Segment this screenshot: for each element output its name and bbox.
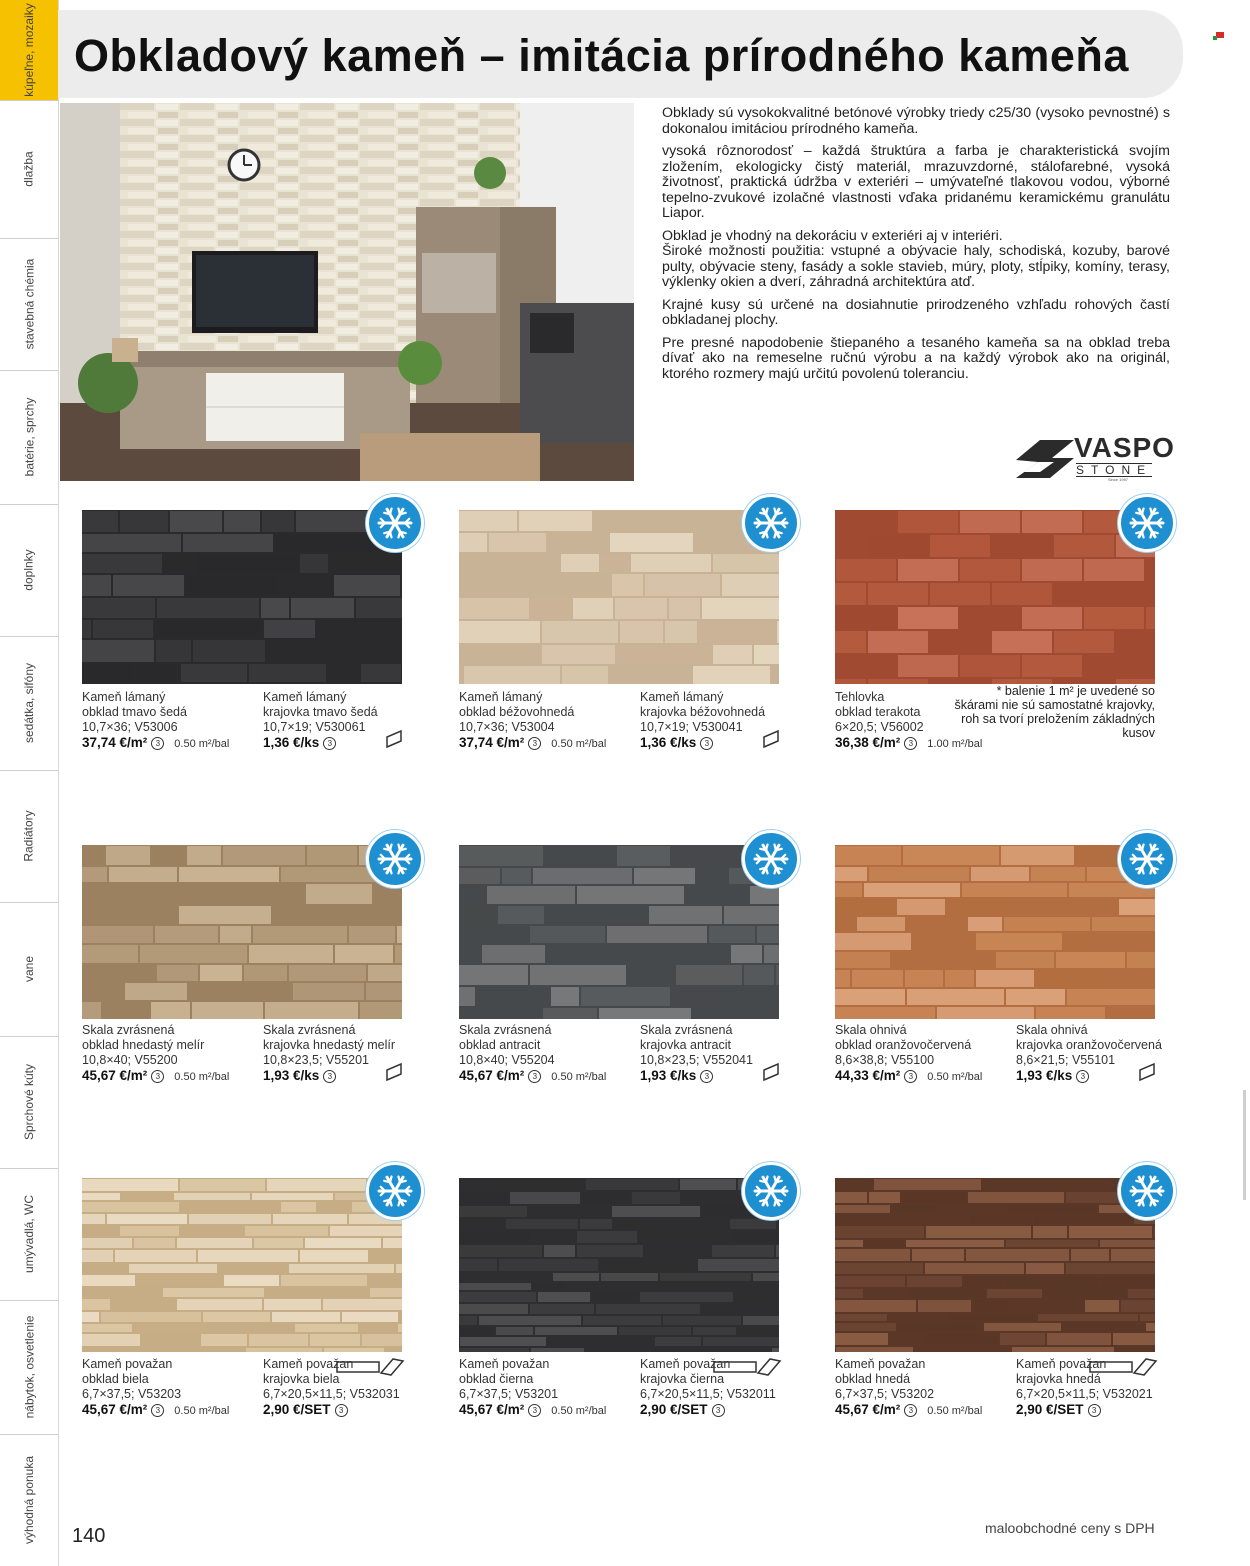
product-image bbox=[459, 1178, 779, 1352]
edge-piece-label-l1: Kameň lámaný bbox=[263, 690, 347, 704]
tab-umyvadla-wc[interactable]: umývadlá, WC bbox=[0, 1168, 58, 1301]
tab-kupelne[interactable]: kúpeľne, mozaiky bbox=[0, 0, 58, 101]
stone-texture bbox=[835, 1178, 1155, 1352]
corner-piece-icon bbox=[712, 1357, 782, 1379]
edge-piece-label-l3: 6,7×20,5×11,5; V532021 bbox=[1016, 1387, 1153, 1401]
snowflake-icon bbox=[369, 1165, 421, 1217]
frost-class-icon: 3 bbox=[712, 1404, 725, 1417]
product-label-l3: 10,7×36; V53006 bbox=[82, 720, 178, 734]
frost-resistant-badge bbox=[1118, 830, 1176, 888]
frost-class-icon: 3 bbox=[323, 737, 336, 750]
stone-texture bbox=[459, 1178, 779, 1352]
snowflake-icon bbox=[745, 833, 797, 885]
pack-size: 0.50 m²/bal bbox=[174, 738, 230, 750]
edge-piece-label-l3: 8,6×21,5; V55101 bbox=[1016, 1053, 1116, 1067]
tab-nabytok-osvetlenie[interactable]: nábytok, osvetlenie bbox=[0, 1300, 58, 1435]
stone-texture bbox=[459, 510, 779, 684]
price: 45,67 €/m² bbox=[459, 1402, 525, 1417]
product-label bbox=[82, 690, 229, 752]
edge-piece-label bbox=[640, 1023, 753, 1084]
edge-piece-label-l1: Skala zvrásnená bbox=[263, 1023, 356, 1037]
pack-size: 0.50 m²/bal bbox=[551, 1405, 607, 1417]
intro-paragraph: vysoká rôznorodosť – každá štruktúra a farba je charakteristická svojím zložením, ekologicky čistý materiál, mrazuvzdorné, stálofarebné, vysoká životnosť, praktická údržba v exteriéri – umývateľné tlakovou vodou, výborné tepelno-zvukové izolačné vlastnosti vďaka pridanému keramickému granulátu Liapor. bbox=[662, 143, 1170, 221]
product-label-price-line bbox=[459, 1402, 606, 1419]
price: 1,93 €/ks bbox=[1016, 1068, 1073, 1083]
edge-piece-label-l2: krajovka hnedastý melír bbox=[263, 1038, 396, 1052]
price: 37,74 €/m² bbox=[459, 735, 525, 750]
product-image bbox=[835, 1178, 1155, 1352]
living-room-photo bbox=[60, 103, 634, 481]
edge-piece-label bbox=[263, 690, 378, 751]
product-label-price-line bbox=[82, 1068, 229, 1085]
product-label-price-line bbox=[459, 735, 606, 752]
price: 1,93 €/ks bbox=[640, 1068, 697, 1083]
product-image bbox=[459, 845, 779, 1019]
edge-piece-label-l3: 10,8×23,5; V55201 bbox=[263, 1053, 369, 1067]
stone-texture bbox=[835, 845, 1155, 1019]
frost-class-icon: 3 bbox=[151, 1070, 164, 1083]
product-label-l1: Tehlovka bbox=[835, 690, 885, 704]
flag-icon bbox=[1216, 32, 1224, 38]
edge-piece-label-l1: Kameň považan bbox=[263, 1357, 354, 1371]
product-label-l3: 6,7×37,5; V53201 bbox=[459, 1387, 559, 1401]
product-image bbox=[82, 510, 402, 684]
edge-piece-label-price-line bbox=[1016, 1402, 1153, 1418]
frost-class-icon: 3 bbox=[700, 1070, 713, 1083]
product-label-l2: obklad antracit bbox=[459, 1038, 541, 1052]
product-label-l1: Kameň považan bbox=[82, 1357, 173, 1371]
product-label bbox=[82, 1023, 229, 1085]
pack-size: 0.50 m²/bal bbox=[927, 1071, 983, 1083]
page-number: 140 bbox=[72, 1525, 106, 1547]
edge-piece-label-l1: Kameň považan bbox=[1016, 1357, 1107, 1371]
corner-piece-icon bbox=[1088, 1357, 1158, 1379]
edge-marker bbox=[1243, 1090, 1246, 1200]
snowflake-icon bbox=[745, 497, 797, 549]
intro-paragraph: Obklady sú vysokokvalitné betónové výrobky triedy c25/30 (vysoko pevnostné) s dokonalou imitáciou prírodného kameňa. bbox=[662, 105, 1170, 137]
product-label bbox=[835, 1357, 982, 1419]
frost-class-icon: 3 bbox=[700, 737, 713, 750]
page-title: Obkladový kameň – imitácia prírodného kameňa bbox=[74, 30, 1129, 81]
edge-piece-label bbox=[263, 1023, 395, 1084]
tab-vyhodna-ponuka[interactable]: výhodná ponuka bbox=[22, 1455, 37, 1545]
product-label-l2: obklad béžovohnedá bbox=[459, 705, 575, 719]
product-label-l1: Kameň lámaný bbox=[82, 690, 166, 704]
product-label bbox=[459, 1023, 606, 1085]
edge-piece-label-l2: krajovka oranžovočervená bbox=[1016, 1038, 1162, 1052]
pack-size: 0.50 m²/bal bbox=[927, 1405, 983, 1417]
edge-piece-label-l3: 10,7×19; V530041 bbox=[640, 720, 743, 734]
price: 1,36 €/ks bbox=[640, 735, 697, 750]
corner-piece-icon bbox=[1136, 1062, 1158, 1084]
stone-texture bbox=[82, 845, 402, 1019]
intro-paragraph: Pre presné napodobenie štiepaného a tesaného kameňa sa na obklad treba dívať ako na remeselne ručnú výrobu a na každý výrobok ako na originál, ktorého rozmery majú určitú povolenú toleranciu. bbox=[662, 334, 1170, 382]
intro-text bbox=[662, 106, 1170, 389]
product-label-l1: Skala zvrásnená bbox=[82, 1023, 175, 1037]
edge-piece-label-l2: krajovka čierna bbox=[640, 1372, 725, 1386]
price: 45,67 €/m² bbox=[835, 1402, 901, 1417]
stone-texture bbox=[82, 1178, 402, 1352]
product-label-l1: Skala zvrásnená bbox=[459, 1023, 552, 1037]
pack-size: 0.50 m²/bal bbox=[551, 1071, 607, 1083]
product-label-l3: 6×20,5; V56002 bbox=[835, 720, 924, 734]
edge-piece-label-l1: Kameň lámaný bbox=[640, 690, 724, 704]
intro-paragraph: Obklad je vhodný na dekoráciu v exteriéri aj v interiéri. bbox=[662, 227, 1003, 244]
product-label-l2: obklad biela bbox=[82, 1372, 149, 1386]
edge-piece-label-l1: Skala zvrásnená bbox=[640, 1023, 733, 1037]
frost-resistant-badge bbox=[366, 1162, 424, 1220]
edge-piece-label-l2: krajovka hnedá bbox=[1016, 1372, 1101, 1386]
edge-piece-label-l2: krajovka biela bbox=[263, 1372, 340, 1386]
product-label-l1: Kameň považan bbox=[459, 1357, 550, 1371]
corner-piece-icon bbox=[760, 729, 782, 751]
packaging-note: * balenie 1 m² je uvedené so škárami nie sú samostatné krajovky, roh sa tvorí preložením základných kusov bbox=[954, 684, 1155, 740]
product-label-price-line bbox=[459, 1068, 606, 1085]
snowflake-icon bbox=[1121, 1165, 1173, 1217]
frost-class-icon: 3 bbox=[335, 1404, 348, 1417]
price: 37,74 €/m² bbox=[82, 735, 148, 750]
product-image bbox=[835, 510, 1155, 684]
price: 36,38 €/m² bbox=[835, 735, 901, 750]
product-label-l3: 6,7×37,5; V53202 bbox=[835, 1387, 935, 1401]
product-label-l2: obklad tmavo šedá bbox=[82, 705, 187, 719]
product-label bbox=[459, 690, 606, 752]
frost-class-icon: 3 bbox=[1076, 1070, 1089, 1083]
corner-piece-icon bbox=[383, 1062, 405, 1084]
edge-piece-label-l3: 10,8×23,5; V552041 bbox=[640, 1053, 753, 1067]
product-label-l2: obklad hnedastý melír bbox=[82, 1038, 205, 1052]
product-label-l1: Kameň považan bbox=[835, 1357, 926, 1371]
frost-class-icon: 3 bbox=[528, 737, 541, 750]
product-label-price-line bbox=[835, 1068, 982, 1085]
intro-paragraph: Široké možnosti použitia: vstupné a obývacie haly, schodiská, kozuby, barové pulty, obývacie steny, fasády a sokle stavieb, múry, ploty, stĺpiky, komíny, terasy, výklenky okien a dverí, záhradná architektúra atď. bbox=[662, 243, 1170, 290]
corner-piece-icon bbox=[760, 1062, 782, 1084]
edge-piece-label-price-line bbox=[263, 735, 378, 751]
frost-class-icon: 3 bbox=[323, 1070, 336, 1083]
price: 1,36 €/ks bbox=[263, 735, 320, 750]
frost-class-icon: 3 bbox=[151, 1404, 164, 1417]
price: 45,67 €/m² bbox=[82, 1402, 148, 1417]
edge-piece-label-l2: krajovka antracit bbox=[640, 1038, 732, 1052]
frost-class-icon: 3 bbox=[904, 737, 917, 750]
frost-class-icon: 3 bbox=[904, 1404, 917, 1417]
product-label-l2: obklad hnedá bbox=[835, 1372, 911, 1386]
intro-paragraph: Krajné kusy sú určené na dosiahnutie prirodzeného vzhľadu rohových častí obkladanej plochy. bbox=[662, 296, 1170, 328]
product-label-l2: obklad čierna bbox=[459, 1372, 534, 1386]
product-image bbox=[82, 1178, 402, 1352]
logo-sub: STONE bbox=[1076, 463, 1153, 477]
price: 2,90 €/SET bbox=[1016, 1402, 1084, 1417]
living-room-illustration bbox=[60, 103, 634, 481]
edge-piece-label-l2: krajovka tmavo šedá bbox=[263, 705, 378, 719]
tab-doplnky[interactable]: doplnky bbox=[0, 504, 58, 637]
frost-resistant-badge bbox=[742, 1162, 800, 1220]
product-image bbox=[835, 845, 1155, 1019]
edge-piece-label-price-line bbox=[640, 735, 765, 751]
frost-class-icon: 3 bbox=[1088, 1404, 1101, 1417]
tab-sprchove-kuty[interactable]: Sprchové kúty bbox=[0, 1036, 58, 1169]
product-label bbox=[459, 1357, 606, 1419]
product-label-l1: Skala ohnivá bbox=[835, 1023, 907, 1037]
edge-piece-label-price-line bbox=[640, 1402, 776, 1418]
price: 45,67 €/m² bbox=[82, 1068, 148, 1083]
frost-class-icon: 3 bbox=[904, 1070, 917, 1083]
edge-piece-label-l3: 6,7×20,5×11,5; V532011 bbox=[640, 1387, 776, 1401]
frost-resistant-badge bbox=[1118, 494, 1176, 552]
edge-piece-label-l1: Skala ohnivá bbox=[1016, 1023, 1088, 1037]
product-label-price-line bbox=[835, 1402, 982, 1419]
product-label-price-line bbox=[82, 735, 229, 752]
price: 2,90 €/SET bbox=[263, 1402, 331, 1417]
stone-texture bbox=[82, 510, 402, 684]
product-label-price-line bbox=[82, 1402, 229, 1419]
product-image bbox=[82, 845, 402, 1019]
frost-resistant-badge bbox=[366, 494, 424, 552]
tab-vane[interactable]: vane bbox=[0, 902, 58, 1037]
edge-piece-label-price-line bbox=[640, 1068, 753, 1084]
edge-piece-label-l3: 6,7×20,5×11,5; V532031 bbox=[263, 1387, 400, 1401]
snowflake-icon bbox=[745, 1165, 797, 1217]
vaspo-stone-logo bbox=[1014, 432, 1174, 482]
tab-sedatka-sifony[interactable]: sedátka, sifóny bbox=[0, 636, 58, 771]
snowflake-icon bbox=[1121, 497, 1173, 549]
product-label-l3: 8,6×38,8; V55100 bbox=[835, 1053, 935, 1067]
stone-texture bbox=[459, 845, 779, 1019]
edge-piece-label-l2: krajovka béžovohnedá bbox=[640, 705, 766, 719]
snowflake-icon bbox=[369, 497, 421, 549]
price: 2,90 €/SET bbox=[640, 1402, 708, 1417]
tab-stavebna-chemia[interactable]: stavebná chémia bbox=[0, 238, 58, 371]
snowflake-icon bbox=[1121, 833, 1173, 885]
product-label-l3: 10,8×40; V55200 bbox=[82, 1053, 178, 1067]
product-label bbox=[82, 1357, 229, 1419]
frost-resistant-badge bbox=[742, 494, 800, 552]
product-label bbox=[835, 1023, 982, 1085]
product-image bbox=[459, 510, 779, 684]
pack-size: 0.50 m²/bal bbox=[174, 1071, 230, 1083]
edge-piece-label-price-line bbox=[263, 1402, 400, 1418]
pack-size: 0.50 m²/bal bbox=[551, 738, 607, 750]
product-label-l3: 6,7×37,5; V53203 bbox=[82, 1387, 182, 1401]
pack-size: 0.50 m²/bal bbox=[174, 1405, 230, 1417]
frost-resistant-badge bbox=[742, 830, 800, 888]
frost-class-icon: 3 bbox=[528, 1404, 541, 1417]
price: 1,93 €/ks bbox=[263, 1068, 320, 1083]
product-label-l3: 10,7×36; V53004 bbox=[459, 720, 555, 734]
edge-piece-label-l3: 10,7×19; V530061 bbox=[263, 720, 366, 734]
frost-resistant-badge bbox=[366, 830, 424, 888]
price: 45,67 €/m² bbox=[459, 1068, 525, 1083]
product-label-l2: obklad terakota bbox=[835, 705, 921, 719]
stone-texture bbox=[835, 510, 1155, 684]
product-label-l1: Kameň lámaný bbox=[459, 690, 543, 704]
edge-piece-label-price-line bbox=[263, 1068, 395, 1084]
snowflake-icon bbox=[369, 833, 421, 885]
corner-piece-icon bbox=[383, 729, 405, 751]
frost-class-icon: 3 bbox=[528, 1070, 541, 1083]
price-footer: maloobchodné ceny s DPH bbox=[985, 1520, 1155, 1536]
corner-piece-icon bbox=[335, 1357, 405, 1379]
frost-class-icon: 3 bbox=[151, 737, 164, 750]
logo-brand: VASPO bbox=[1074, 432, 1175, 463]
tab-baterie-sprchy[interactable]: batérie, sprchy bbox=[0, 370, 58, 505]
product-label-l3: 10,8×40; V55204 bbox=[459, 1053, 555, 1067]
edge-piece-label-l1: Kameň považan bbox=[640, 1357, 731, 1371]
frost-resistant-badge bbox=[1118, 1162, 1176, 1220]
tab-dlazba[interactable]: dlažba bbox=[0, 100, 58, 239]
tab-radiatory[interactable]: Radiátory bbox=[0, 770, 58, 903]
edge-piece-label bbox=[640, 690, 765, 751]
price: 44,33 €/m² bbox=[835, 1068, 901, 1083]
logo-since: Since 1997 bbox=[1108, 477, 1129, 482]
category-sidebar bbox=[0, 0, 59, 1566]
product-label-l2: obklad oranžovočervená bbox=[835, 1038, 972, 1052]
pack-size: 1.00 m²/bal bbox=[927, 738, 983, 750]
